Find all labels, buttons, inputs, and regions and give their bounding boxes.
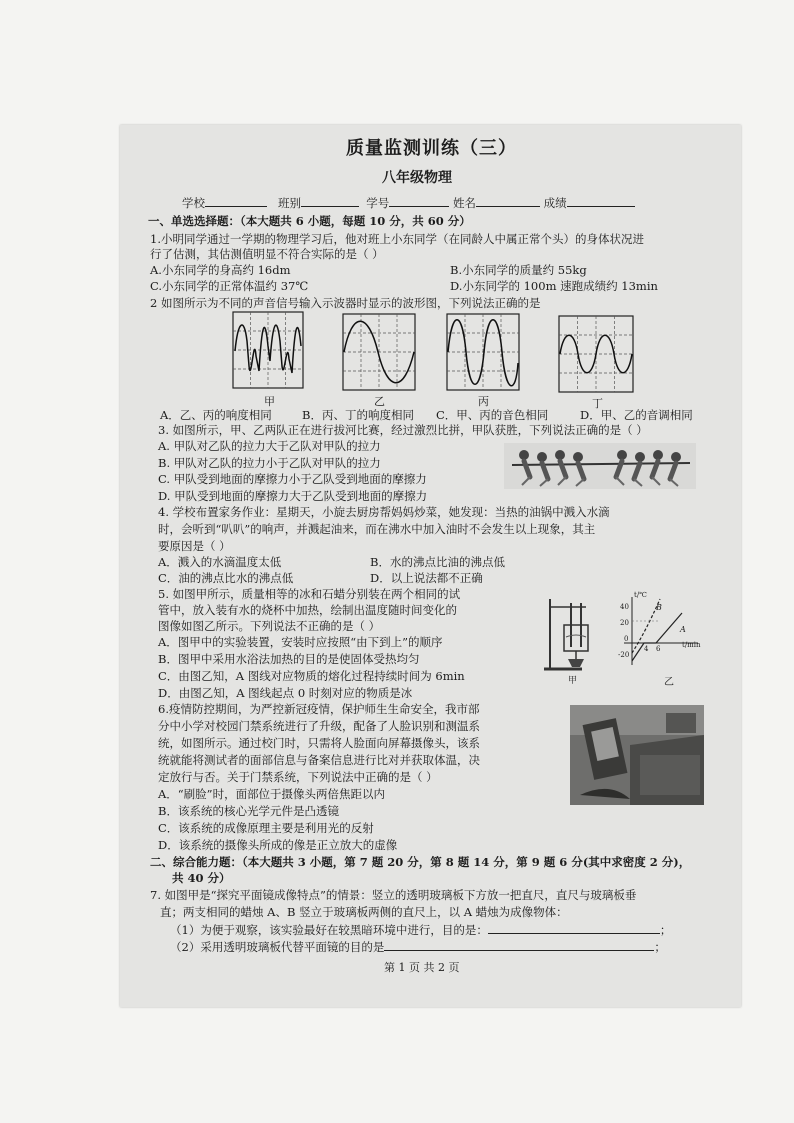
q2-option-a: A．乙、丙的响度相同 [160,408,272,422]
school-label: 学校 [182,196,205,210]
q6-stem-line3: 统，如图所示。通过校门时，只需将人脸面向屏幕摄像头，该系 [158,736,480,750]
q3-stem: 3. 如图所示，甲、乙两队正在进行拔河比赛，经过激烈比拼，甲队获胜，下列说法正确的是（ ） [158,423,648,437]
q5-option-c: C．由图乙知，A 图线对应物质的熔化过程持续时间为 6min [158,669,465,683]
exam-paper [120,125,741,1007]
school-field[interactable] [205,195,267,207]
waveform-ding [558,315,634,393]
q7-stem-line1: 7. 如图甲是“探究平面镜成像特点”的情景：竖立的透明玻璃板下方放一把直尺，直尺与玻璃板垂 [150,888,637,902]
q3-option-a: A. 甲队对乙队的拉力大于乙队对甲队的拉力 [158,439,381,453]
q4-stem-line1: 4. 学校布置家务作业：星期天，小旋去厨房帮妈妈炒菜，她发现：当热的油锅中溅入水滴 [158,505,610,519]
q6-option-c: C．该系统的成像原理主要是利用光的反射 [158,821,374,835]
q2-option-b: B．丙、丁的响度相同 [302,408,414,422]
q5-graph-y-label: t/℃ [634,591,648,599]
q4-option-c: C．油的沸点比水的沸点低 [158,571,294,585]
q5-fig-yi-label: 乙 [664,677,674,688]
waveform-ding-label: 丁 [592,397,603,410]
page-subtitle: 八年级物理 [382,170,452,186]
q5-tick-x-4: 4 [644,645,649,653]
q4-stem-line2: 时，会听到“叭叭”的响声，并溅起油来，而在沸水中加入油时不会发生以上现象，其主 [158,522,596,536]
q6-stem-line1: 6.疫情防控期间，为严控新冠疫情，保护师生生命安全，我市部 [158,702,480,716]
name-label: 姓名 [452,196,476,210]
student-info-row [182,195,635,211]
q5-fig-jia-label: 甲 [568,676,578,686]
class-field[interactable] [301,195,359,207]
q1-option-b: B.小东同学的质量约 55kg [450,263,587,277]
number-label: 学号 [366,196,390,210]
q7-part1 [170,922,671,938]
q3-option-b: B. 甲队对乙队的拉力小于乙队对甲队的拉力 [158,456,381,470]
q7-part2-answer[interactable] [384,939,654,951]
q5-tick-0: 0 [624,635,629,643]
waveform-yi-label: 乙 [374,395,385,408]
q5-stem-line1: 5. 如图甲所示，质量相等的冰和石蜡分别装在两个相同的试 [158,587,461,601]
q7-part1-end: ； [659,923,672,937]
q5-curve-b-label: B [656,603,662,612]
face-recognition-photo [570,705,704,809]
q5-curve-a-label: A [680,625,686,634]
q5-tick-40: 40 [620,603,629,611]
section2-heading-line2: 共 40 分） [172,871,231,885]
q6-option-b: B．该系统的核心光学元件是凸透镜 [158,804,339,818]
q3-option-d: D. 甲队受到地面的摩擦力大于乙队受到地面的摩擦力 [158,489,428,503]
q4-stem-line3: 要原因是（ ） [158,539,231,553]
section2-heading-line1: 二、综合能力题：（本大题共 3 小题，第 7 题 20 分，第 8 题 14 分，第 9 题 6 分(其中求密度 2 分)， [150,855,691,869]
q6-option-a: A．“刷脸”时，面部位于摄像头两倍焦距以内 [158,787,386,801]
q2-stem: 2 如图所示为不同的声音信号输入示波器时显示的波形图，下列说法正确的是 [150,296,541,310]
number-field[interactable] [389,195,449,207]
score-label: 成绩 [543,196,567,210]
q5-apparatus-figure [542,595,606,679]
q5-option-d: D．由图乙知，A 图线起点 0 时刻对应的物质是冰 [158,686,413,700]
q5-stem-line3: 图像如图乙所示。下列说法不正确的是（ ） [158,619,381,633]
waveform-jia-label: 甲 [264,395,275,408]
q1-option-a: A.小东同学的身高约 16dm [150,263,291,277]
q7-stem-line2: 直；两支相同的蜡烛 A、B 竖立于玻璃板两侧的直尺上，以 A 蜡烛为成像物体： [160,905,568,919]
q4-option-a: A．溅入的水滴温度太低 [158,555,282,569]
waveform-yi [342,313,416,391]
waveform-bing-label: 丙 [478,395,489,408]
q7-part2-end: ； [654,940,666,954]
q3-option-c: C. 甲队受到地面的摩擦力小于乙队受到地面的摩擦力 [158,472,427,486]
q6-stem-line5: 定放行与否。关于门禁系统，下列说法中正确的是（ ） [158,770,438,784]
q5-tick-minus20: -20 [618,651,630,659]
class-label: 班别 [277,196,301,210]
q6-stem-line2: 分中小学对校园门禁系统进行了升级，配备了人脸识别和测温系 [158,719,480,733]
q4-option-b: B．水的沸点比油的沸点低 [370,555,505,569]
q5-stem-line2: 管中，放入装有水的烧杯中加热，绘制出温度随时间变化的 [158,603,457,617]
q5-tick-x-6: 6 [656,645,661,653]
q5-graph-x-label: t/min [682,641,701,649]
q5-option-a: A．图甲中的实验装置，安装时应按照“由下到上”的顺序 [158,635,443,649]
q6-option-d: D．该系统的摄像头所成的像是正立放大的虚像 [158,838,398,852]
name-field[interactable] [476,195,540,207]
score-field[interactable] [567,195,635,207]
q7-part2-text: （2）采用透明玻璃板代替平面镜的目的是 [170,940,385,954]
q1-stem-line2: 行了估测，其估测值明显不符合实际的是（ ） [150,247,384,261]
q5-tick-20: 20 [620,619,629,627]
waveform-jia [232,311,304,389]
page-footer: 第 1 页 共 2 页 [384,961,460,974]
q7-part1-answer[interactable] [488,922,660,934]
q4-option-d: D．以上说法都不正确 [370,571,483,585]
waveform-bing [446,313,520,391]
q5-option-b: B．图甲中采用水浴法加热的目的是使固体受热均匀 [158,652,420,666]
section1-heading: 一、单选选择题：（本大题共 6 小题，每题 10 分，共 60 分） [148,214,471,228]
page-title: 质量监测训练（三） [346,138,517,159]
q6-stem-line4: 统就能将测试者的面部信息与备案信息进行比对并获取体温，决 [158,753,480,767]
q2-option-d: D．甲、乙的音调相同 [580,408,693,422]
q1-stem-line1: 1.小明同学通过一学期的物理学习后，他对班上小东同学（在同龄人中属正常个头）的身体状况进 [150,232,644,246]
q7-part2 [170,939,666,955]
q1-option-c: C.小东同学的正常体温约 37℃ [150,279,309,293]
q7-part1-text: （1）为便于观察，该实验最好在较黑暗环境中进行，目的是： [170,923,488,937]
q2-option-c: C．甲、丙的音色相同 [436,408,549,422]
tug-of-war-illustration [504,443,696,493]
q1-option-d: D.小东同学的 100m 速跑成绩约 13min [450,279,658,293]
